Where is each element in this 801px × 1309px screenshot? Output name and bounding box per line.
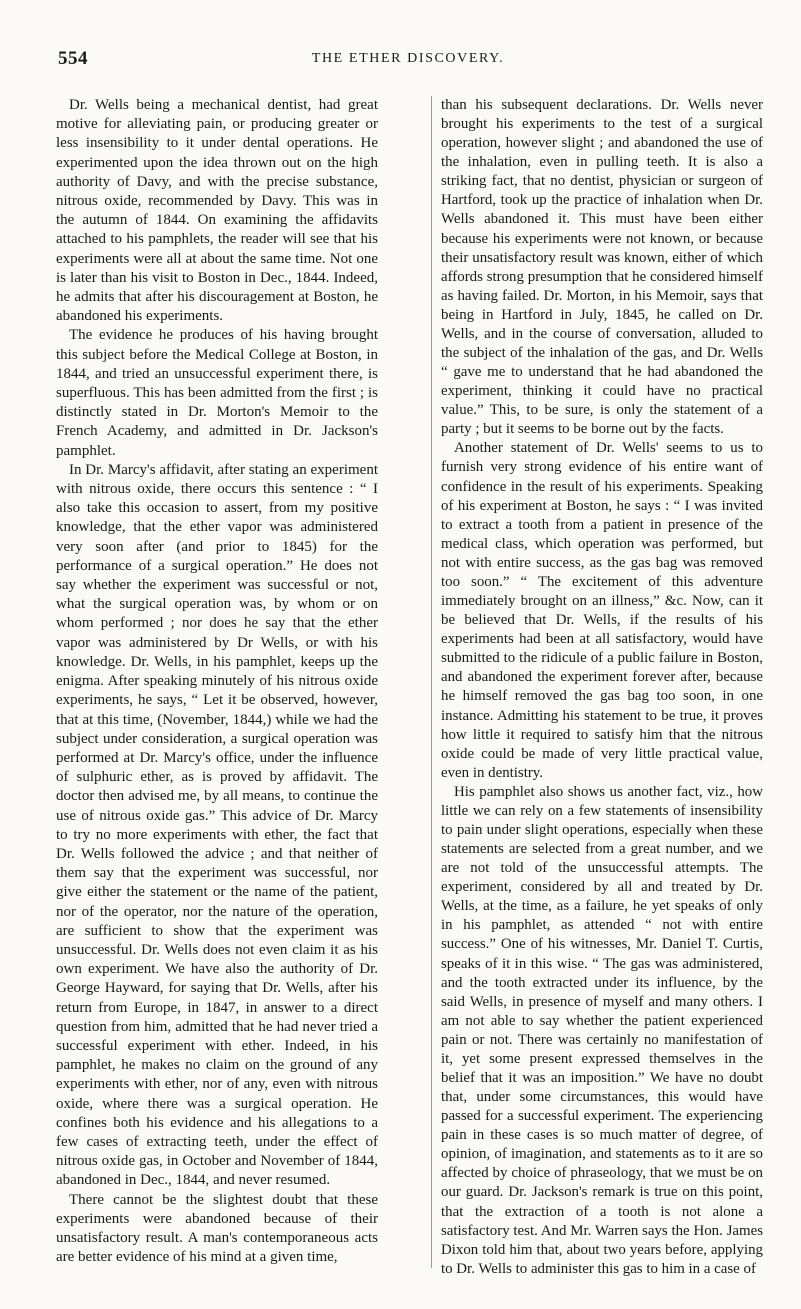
running-title: THE ETHER DISCOVERY. [311, 51, 505, 66]
right-column [441, 96, 763, 1279]
paragraph-continued: than his subsequent declarations. Dr. Wells never brought his experiments to the test of a surgical operation, however slight ; and abandoned the use of the inhalation, even in pulling teeth. It is also a striking fact, that no dentist, physician or surgeon of Hartford, took up the practice of inhalation when Dr. Wells abandoned it. This must have been either because his experiments were not known, or because their unsatisfactory result was known, either of which affords strong presumption that he considered himself as having failed. Dr. Morton, in his Memoir, says that being in Hartford in July, 1845, he called on Dr. Wells, and in the course of conversation, alluded to the subject of the inhalation of the gas, and Dr. Wells “ gave me to understand that he had abandoned the experiment, thinking it could have no practical value.” This, to be sure, is only the statement of a party ; but it seems to be borne out by the facts. [441, 97, 763, 438]
paragraph: Another statement of Dr. Wells' seems to us to furnish very strong evidence of his entire want of confidence in the result of his experiments. Speaking of his experiment at Boston, he says : “ I was invited to extract a tooth from a patient in presence of the medical class, which operation was performed, but not with entire success, as the gas bag was removed too soon.” “ The excitement of this adventure immediately brought on an illness,” &c. Now, can it be believed that Dr. Wells, if the results of his experiments had been at all satisfactory, would have submitted to the ridicule of a public failure in Boston, and abandoned the experiment forever after, because he himself removed the gas bag too soon, in one instance. Admitting his statement to be true, it proves how little it required to satisfy him that the nitrous oxide could be made of very little practical value, even in dentistry. [441, 440, 763, 781]
paragraph: Dr. Wells being a mechanical dentist, had great motive for alleviating pain, or producing greater or less insensibility to it under dental operations. He experimented upon the idea thrown out on the high authority of Davy, and with the precise substance, nitrous oxide, recommended by Davy. This was in the autumn of 1844. On examining the affidavits attached to his pamphlets, the reader will see that his experiments were all at about the same time. Not one is later than his visit to Boston in Dec., 1844. Indeed, he admits that after his discouragement at Boston, he abandoned his experiments. [56, 97, 378, 325]
page-header [58, 48, 758, 72]
paragraph: There cannot be the slightest doubt that these experiments were abandoned because of their unsatisfactory result. A man's contemporaneous acts are better evidence of his mind at a given time, [56, 1191, 378, 1266]
page-number: 554 [58, 48, 88, 69]
column-divider [431, 96, 432, 1268]
left-column [56, 96, 378, 1267]
paragraph: The evidence he produces of his having brought this subject before the Medical College at Boston, in 1844, and tried an unsuccessful experiment there, is superfluous. This has been admitted from the first ; is distinctly stated in Dr. Morton's Memoir to the French Academy, and admitted in Dr. Jackson's pamphlet. [56, 327, 378, 459]
paragraph: His pamphlet also shows us another fact, viz., how little we can rely on a few statements of insensibility to pain under slight operations, especially when these statements are selected from a great number, and we are not told of the unsuccessful attempts. The experiment, considered by all and treated by Dr. Wells, at the time, as a failure, he yet speaks of only in his pamphlet, as attended “ not with entire success.” One of his witnesses, Mr. Daniel T. Curtis, speaks of it in this wise. “ The gas was administered, and the tooth extracted under its influence, by the said Wells, in presence of myself and many others. I am not able to say whether the patient experienced pain or not. There was certainly no manifestation of it, yet some present expressed themselves in the belief that it was an imposition.” We have no doubt that, under some circumstances, this would have passed for a successful experiment. The experiencing pain in these cases is so much matter of degree, of opinion, of imagination, and statements as to it are so affected by choice of phraseology, that we must be on our guard. Dr. Jackson's remark is true on this point, that the extraction of a tooth is not alone a satisfactory test. And Mr. Warren says the Hon. James Dixon told him that, about two years before, applying to Dr. Wells to administer this gas to him in a case of [441, 783, 763, 1277]
paragraph: In Dr. Marcy's affidavit, after stating an experiment with nitrous oxide, there occurs this sentence : “ I also take this occasion to assert, from my positive knowledge, that the ether vapor was administered very soon after (and prior to 1845) for the performance of a surgical operation.” He does not say whether the experiment was successful or not, what the surgical operation was, by whom or on whom performed ; nor does he say that the ether vapor was administered by Dr Wells, or with his knowledge. Dr. Wells, in his pamphlet, keeps up the enigma. After speaking minutely of his nitrous oxide experiments, he says, “ Let it be observed, however, that at this time, (November, 1844,) while we had the subject under consideration, a surgical operation was performed at Dr. Marcy's office, under the influence of sulphuric ether, as is proved by affidavit. The doctor then advised me, by all means, to continue the use of nitrous oxide gas.” This advice of Dr. Marcy to try no more experiments with ether, the fact that Dr. Wells followed the advice ; and that neither of them say that the experiment was successful, nor give either the statement or the name of the patient, nor of the operator, nor the nature of the operation, are sufficient to show that the experiment was unsuccessful. Dr. Wells does not even claim it as his own experiment. We have also the authority of Dr. George Hayward, for saying that Dr. Wells, after his return from Europe, in 1847, in answer to a direct question from him, admitted that he had never tried a successful experiment with ether. Indeed, in his pamphlet, he makes no claim on the ground of any experiments with ether, nor of any, even with nitrous oxide, where there was a surgical operation. He confines both his evidence and his allegations to a few cases of extracting teeth, under the effect of nitrous oxide gas, in October and November of 1844, abandoned in Dec., 1844, and never resumed. [56, 461, 378, 1189]
